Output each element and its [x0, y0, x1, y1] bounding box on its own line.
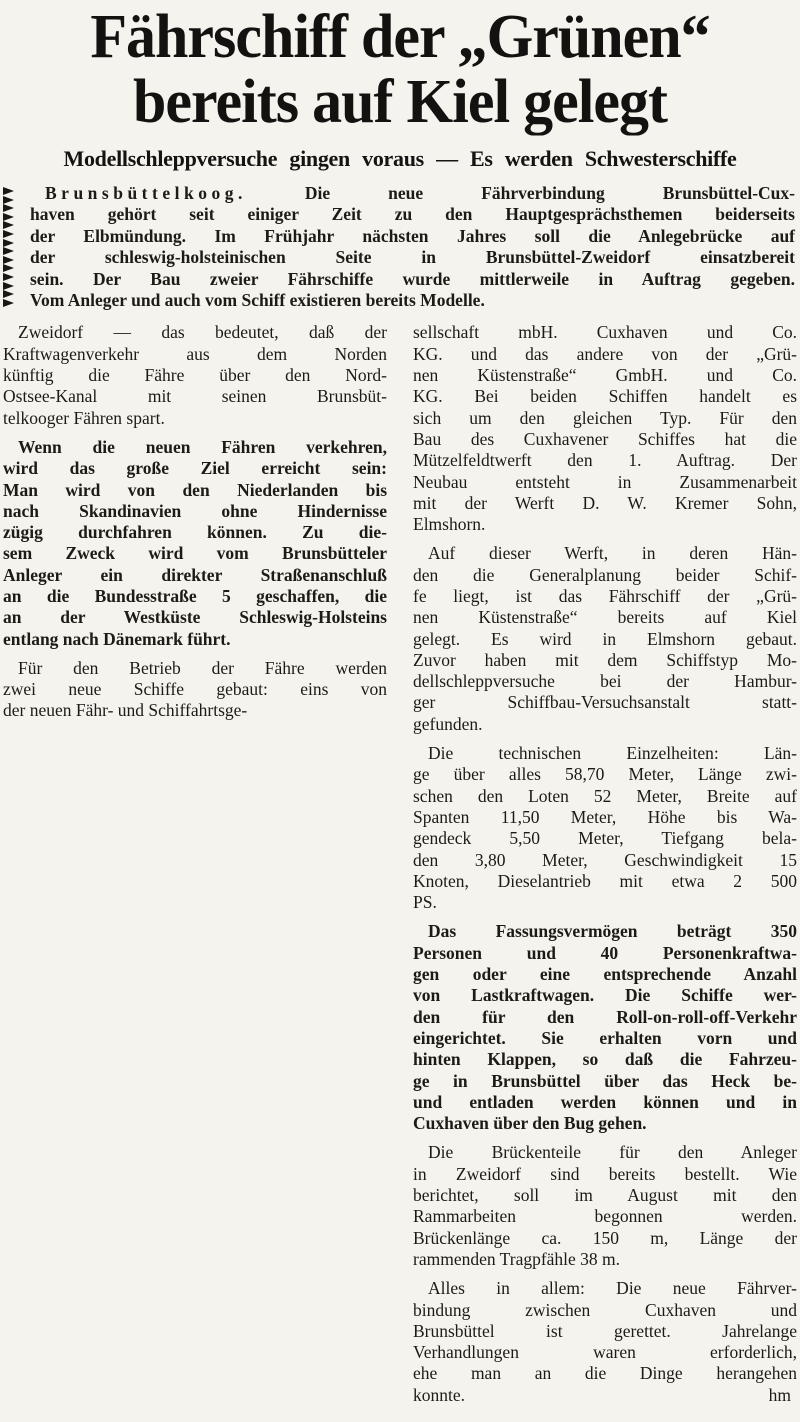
article-line: bindung zwischen Cuxhaven und [413, 1299, 797, 1320]
article-line: an der Westküste Schleswig-Holsteins [3, 607, 387, 628]
headline [0, 0, 800, 134]
arrow-right-icon [3, 204, 14, 212]
arrow-right-icon [3, 187, 14, 195]
article-line: gen oder eine entsprechende Anzahl [413, 964, 797, 985]
article-line: fe liegt, ist das Fährschiff der „Grü- [413, 586, 797, 606]
arrow-right-icon [3, 213, 14, 221]
article-line: zwei neue Schiffe gebaut: eins von [3, 679, 387, 700]
article-line: berichtet, soll im August mit den [413, 1185, 797, 1206]
article-line: und entladen werden können und in [413, 1091, 797, 1112]
arrow-right-icon [3, 221, 14, 229]
lead-line: der Elbmündung. Im Frühjahr nächsten Jahres soll die Anlegebrücke auf [30, 225, 795, 246]
article-line: Für den Betrieb der Fähre werden [18, 657, 387, 678]
article-line: nach Skandinavien ohne Hindernisse [3, 500, 387, 521]
article-line: gelegt. Es wird in Elmshorn gebaut. [413, 628, 797, 649]
author-initials: hm [768, 1384, 791, 1405]
article-paragraph [413, 1142, 797, 1270]
arrow-right-icon [3, 282, 14, 290]
article-line: Cuxhaven über den Bug gehen. [413, 1113, 647, 1134]
headline-line-2: bereits auf Kiel gelegt [132, 66, 668, 136]
arrow-right-icon [3, 247, 14, 255]
arrow-right-icon [3, 196, 14, 204]
article-line: der neuen Fähr- und Schiffahrtsge- [3, 700, 248, 721]
lead-line: Brunsbüttelkoog. Die neue Fährverbindung Brunsbüttel-Cux- [45, 183, 795, 203]
article-line: Rammarbeiten begonnen werden. [413, 1206, 797, 1227]
article-line: Die Brückenteile für den Anleger [428, 1142, 797, 1163]
article-line: Man wird von den Niederlanden bis [3, 479, 387, 500]
article-columns [0, 322, 800, 1414]
article-paragraph [413, 921, 797, 1134]
article-paragraph [413, 322, 797, 535]
article-line [413, 1385, 797, 1406]
article-line: an die Bundesstraße 5 geschaffen, die [3, 586, 387, 606]
arrow-right-icon [3, 264, 14, 272]
article-line: ge in Brunsbüttel über das Heck be- [413, 1070, 797, 1091]
article-line: Kraftwagenverkehr aus dem Norden [3, 343, 387, 364]
article-line: Auf dieser Werft, in deren Hän- [428, 543, 797, 564]
lead-paragraph [30, 183, 795, 311]
headline-line-1: Fährschiff der „Grünen“ [90, 1, 710, 71]
article-line: sem Zweck wird vom Brunsbütteler [3, 543, 387, 564]
article-line: Zweidorf — das bedeutet, daß der [18, 322, 387, 343]
article-line: gendeck 5,50 Meter, Tiefgang bela- [413, 828, 797, 849]
article-line: mit der Werft D. W. Kremer Sohn, [413, 492, 797, 513]
article-line: Spanten 11,50 Meter, Höhe bis Wa- [413, 806, 797, 827]
article-line: wird das große Ziel erreicht sein: [3, 458, 387, 479]
article-line: den 3,80 Meter, Geschwindigkeit 15 [413, 849, 797, 870]
article-line-text: konnte. [413, 1384, 466, 1405]
article-line: Wenn die neuen Fähren verkehren, [18, 436, 387, 457]
article-line: ge über alles 58,70 Meter, Länge zwi- [413, 764, 797, 785]
article-line: Ostsee-Kanal mit seinen Brunsbüt- [3, 386, 387, 407]
article-line: Brückenlänge ca. 150 m, Länge der [413, 1227, 797, 1248]
article-line: nen Küstenstraße“ GmbH. und Co. [413, 365, 797, 386]
arrow-marker-rail [3, 187, 14, 307]
article-line: Alles in allem: Die neue Fährver- [428, 1278, 797, 1299]
lead-section [0, 183, 800, 311]
article-line: KG. Bei beiden Schiffen handelt es [413, 386, 797, 407]
article-line: zügig durchfahren können. Zu die- [3, 522, 387, 543]
article-line: ger Schiffbau-Versuchsanstalt statt- [413, 692, 797, 713]
article-line: Zuvor haben mit dem Schiffstyp Mo- [413, 649, 797, 670]
article-paragraph [413, 743, 797, 913]
article-line: künftig die Fähre über den Nord- [3, 365, 387, 386]
arrow-right-icon [3, 290, 14, 298]
arrow-right-icon [3, 230, 14, 238]
article-line: telkooger Fähren spart. [3, 407, 165, 428]
article-line: sellschaft mbH. Cuxhaven und Co. [413, 322, 797, 343]
article-line: Verhandlungen waren erforderlich, [413, 1342, 797, 1363]
article-line: hinten Klappen, so daß die Fahrzeu- [413, 1049, 797, 1070]
column-right [413, 322, 797, 1414]
article-line: Elmshorn. [413, 514, 486, 535]
article-line: sich um den gleichen Typ. Für den [413, 407, 797, 428]
article-line: Das Fassungsvermögen beträgt 350 [428, 921, 797, 942]
article-line: Bau des Cuxhavener Schiffes hat die [413, 428, 797, 449]
article-line: Brunsbüttel ist gerettet. Jahrelange [413, 1320, 797, 1341]
article-line: Knoten, Dieselantrieb mit etwa 2 500 [413, 870, 797, 891]
article-paragraph [3, 658, 387, 722]
article-line: in Zweidorf sind bereits bestellt. Wie [413, 1163, 797, 1184]
article-line: KG. und das andere von der „Grü- [413, 343, 797, 364]
article-line: von Lastkraftwagen. Die Schiffe wer- [413, 985, 797, 1006]
article-line: schen den Loten 52 Meter, Breite auf [413, 785, 797, 806]
article-line: PS. [413, 892, 437, 913]
article-paragraph [3, 322, 387, 428]
article-line: dellschleppversuche bei der Hambur- [413, 671, 797, 692]
article-line: den die Generalplanung beider Schif- [413, 564, 797, 585]
article-line: Neubau entsteht in Zusammenarbeit [413, 471, 797, 492]
article-line: Personen und 40 Personenkraftwa- [413, 942, 797, 963]
article-line: rammenden Tragpfähle 38 m. [413, 1248, 621, 1269]
lead-line: haven gehört seit einiger Zeit zu den Hauptgesprächsthemen beiderseits [30, 204, 795, 225]
column-left [3, 322, 387, 1414]
lead-line: Vom Anleger und auch vom Schiff existieren bereits Modelle. [30, 290, 485, 311]
article-paragraph [413, 1278, 797, 1406]
article-paragraph [413, 543, 797, 735]
article-paragraph [3, 437, 387, 650]
lead-line: der schleswig-holsteinischen Seite in Brunsbüttel-Zweidorf einsatzbereit [30, 247, 795, 268]
article-line: eingerichtet. Sie erhalten vorn und [413, 1027, 797, 1048]
subhead: Modellschleppversuche gingen voraus — Es werden Schwesterschiffe [63, 146, 737, 171]
arrow-right-icon [3, 256, 14, 264]
article-line: nen Küstenstraße“ bereits auf Kiel [413, 607, 797, 628]
article-line: entlang nach Dänemark führt. [3, 628, 231, 649]
arrow-right-icon [3, 239, 14, 247]
lead-line: sein. Der Bau zweier Fährschiffe wurde mittlerweile in Auftrag gegeben. [30, 268, 795, 289]
dateline: Brunsbüttelkoog. [45, 183, 247, 203]
article-line: den für den Roll-on-roll-off-Verkehr [413, 1006, 797, 1027]
article-line: Anleger ein direkter Straßenanschluß [3, 564, 387, 585]
article-line: Mützelfeldtwerft den 1. Auftrag. Der [413, 450, 797, 471]
arrow-right-icon [3, 273, 14, 281]
article-line: ehe man an die Dinge herangehen [413, 1363, 797, 1384]
article-line: gefunden. [413, 713, 483, 734]
arrow-right-icon [3, 299, 14, 307]
article-line: Die technischen Einzelheiten: Län- [428, 743, 797, 764]
